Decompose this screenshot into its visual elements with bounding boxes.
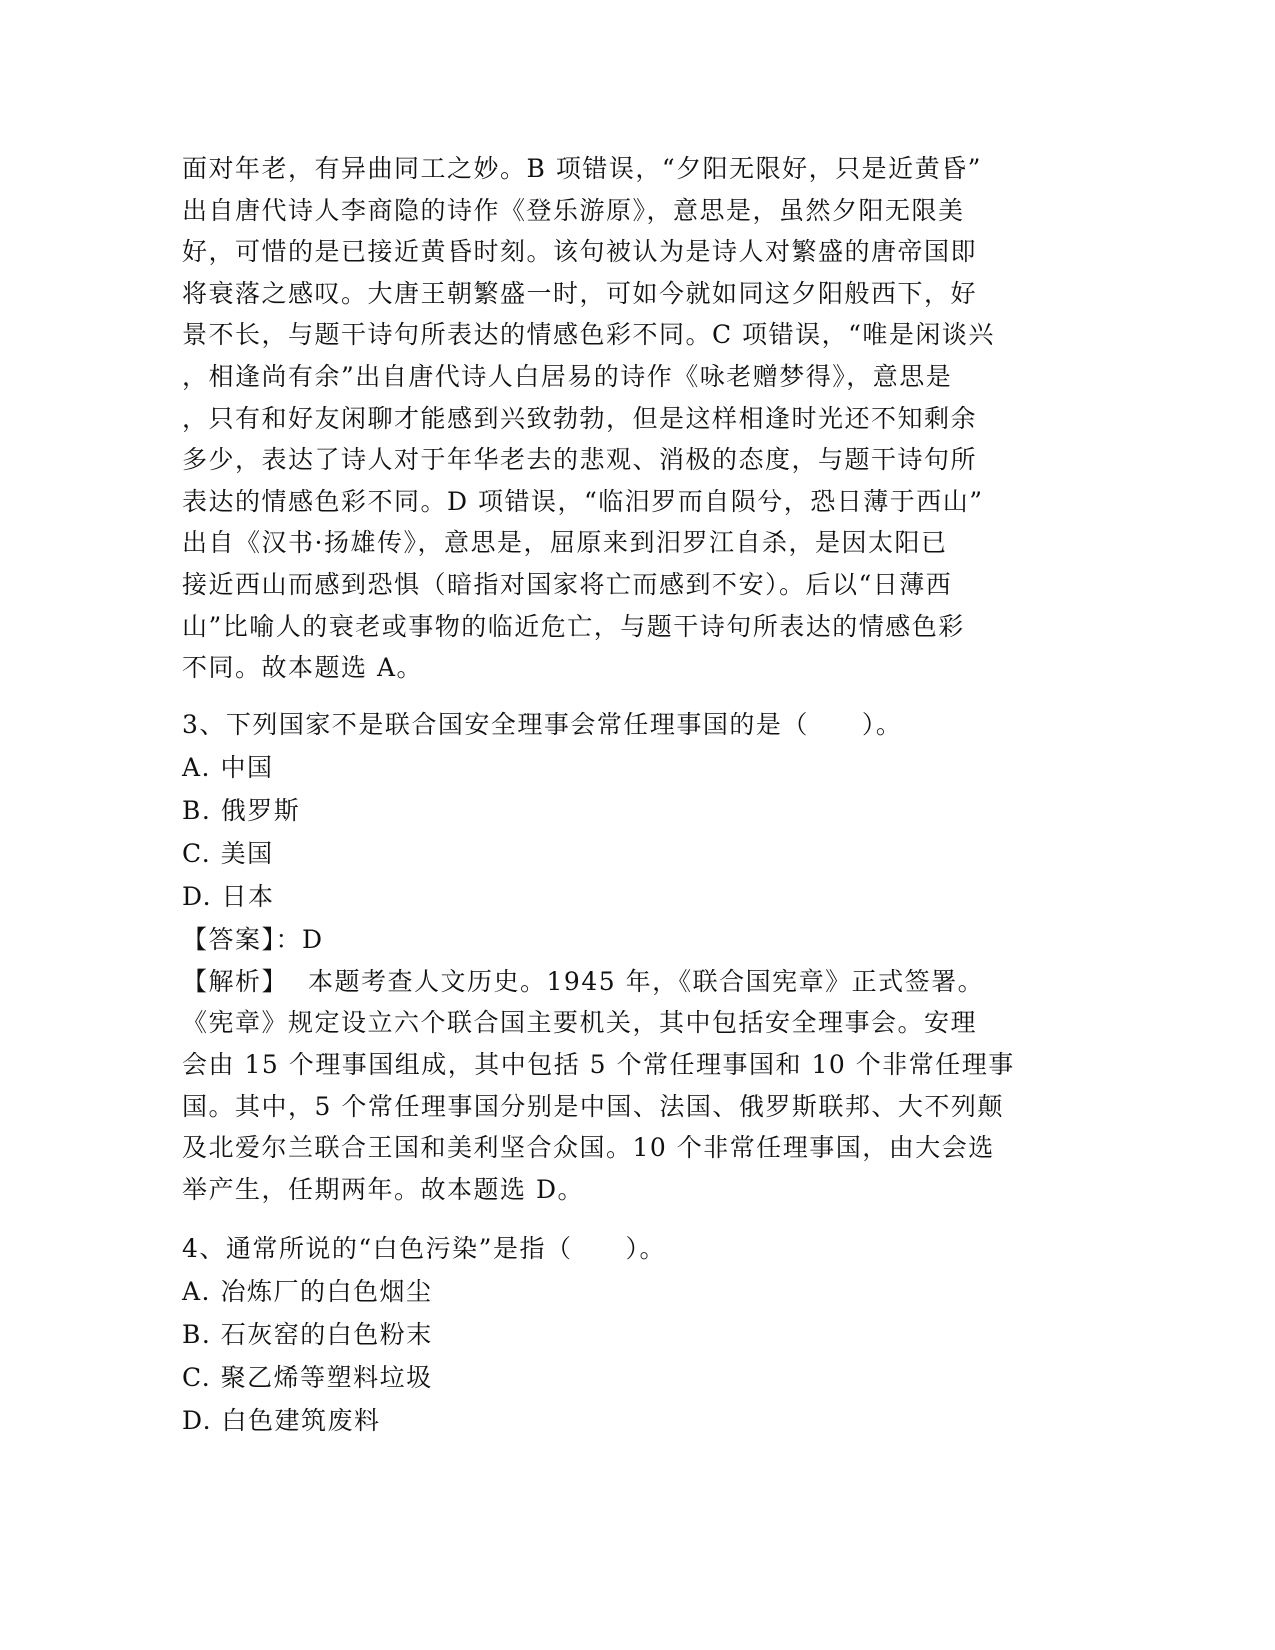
- analysis-label: 【解析】: [182, 966, 289, 996]
- answer-label: 【答案】: [182, 924, 276, 954]
- explanation-line: 山”比喻人的衰老或事物的临近危亡，与题干诗句所表达的情感色彩: [182, 611, 965, 641]
- option-c: C. 聚乙烯等塑料垃圾: [182, 1363, 433, 1393]
- analysis-text: 本题考查人文历史。1945 年，《联合国宪章》正式签署。: [308, 966, 985, 996]
- explanation-line: ，只有和好友闲聊才能感到兴致勃勃，但是这样相逢时光还不知剩余: [182, 403, 978, 433]
- answer-line: [182, 918, 1062, 961]
- analysis-line: 举产生，任期两年。故本题选 D。: [182, 1174, 584, 1204]
- question-stem: 4、通常所说的“白色污染”是指（ ）。: [182, 1234, 666, 1264]
- question-3: [182, 704, 1062, 1211]
- option-d: D. 白色建筑废料: [182, 1406, 381, 1436]
- analysis-line: 会由 15 个理事国组成，其中包括 5 个常任理事国和 10 个非常任理事: [182, 1049, 1015, 1079]
- explanation-line: 出自《汉书·扬雄传》，意思是，屈原来到汨罗江自杀，是因太阳已: [182, 528, 948, 558]
- option-a: A. 中国: [182, 752, 274, 782]
- explanation-line: 表达的情感色彩不同。D 项错误，“临汨罗而自陨兮，恐日薄于西山”: [182, 486, 984, 516]
- analysis-line: 国。其中，5 个常任理事国分别是中国、法国、俄罗斯联邦、大不列颠: [182, 1091, 1004, 1121]
- document-page: [182, 148, 1062, 1442]
- explanation-line: 接近西山而感到恐惧（暗指对国家将亡而感到不安）。后以“日薄西: [182, 569, 953, 599]
- analysis-line: 及北爱尔兰联合王国和美利坚合众国。10 个非常任理事国，由大会选: [182, 1133, 995, 1163]
- explanation-line: 出自唐代诗人李商隐的诗作《登乐游原》，意思是，虽然夕阳无限美: [182, 195, 965, 225]
- explanation-line: 面对年老，有异曲同工之妙。B 项错误，“夕阳无限好，只是近黄昏”: [182, 154, 982, 183]
- option-d: D. 日本: [182, 881, 275, 911]
- explanation-line: 不同。故本题选 A。: [182, 653, 424, 683]
- analysis-line: 《宪章》规定设立六个联合国主要机关，其中包括安全理事会。安理: [182, 1008, 978, 1038]
- explanation-line: 多少，表达了诗人对于年华老去的悲观、消极的态度，与题干诗句所: [182, 445, 978, 475]
- previous-question-explanation: [182, 148, 1062, 689]
- answer-value: ：D: [275, 924, 324, 954]
- analysis-line: [182, 961, 1062, 1003]
- explanation-line: 将衰落之感叹。大唐王朝繁盛一时，可如今就如同这夕阳般西下，好: [182, 278, 978, 308]
- option-a: A. 冶炼厂的白色烟尘: [182, 1277, 433, 1307]
- option-b: B. 石灰窑的白色粉末: [182, 1320, 433, 1350]
- option-c: C. 美国: [182, 838, 274, 868]
- analysis: [182, 961, 1062, 1211]
- option-b: B. 俄罗斯: [182, 795, 301, 825]
- explanation-line: ，相逢尚有余”出自唐代诗人白居易的诗作《咏老赠梦得》，意思是: [182, 361, 953, 391]
- explanation-line: 好，可惜的是已接近黄昏时刻。该句被认为是诗人对繁盛的唐帝国即: [182, 237, 978, 267]
- question-stem: 3、下列国家不是联合国安全理事会常任理事国的是（ ）。: [182, 709, 903, 739]
- explanation-line: 景不长，与题干诗句所表达的情感色彩不同。C 项错误，“唯是闲谈兴: [182, 320, 995, 350]
- question-4: [182, 1228, 1062, 1442]
